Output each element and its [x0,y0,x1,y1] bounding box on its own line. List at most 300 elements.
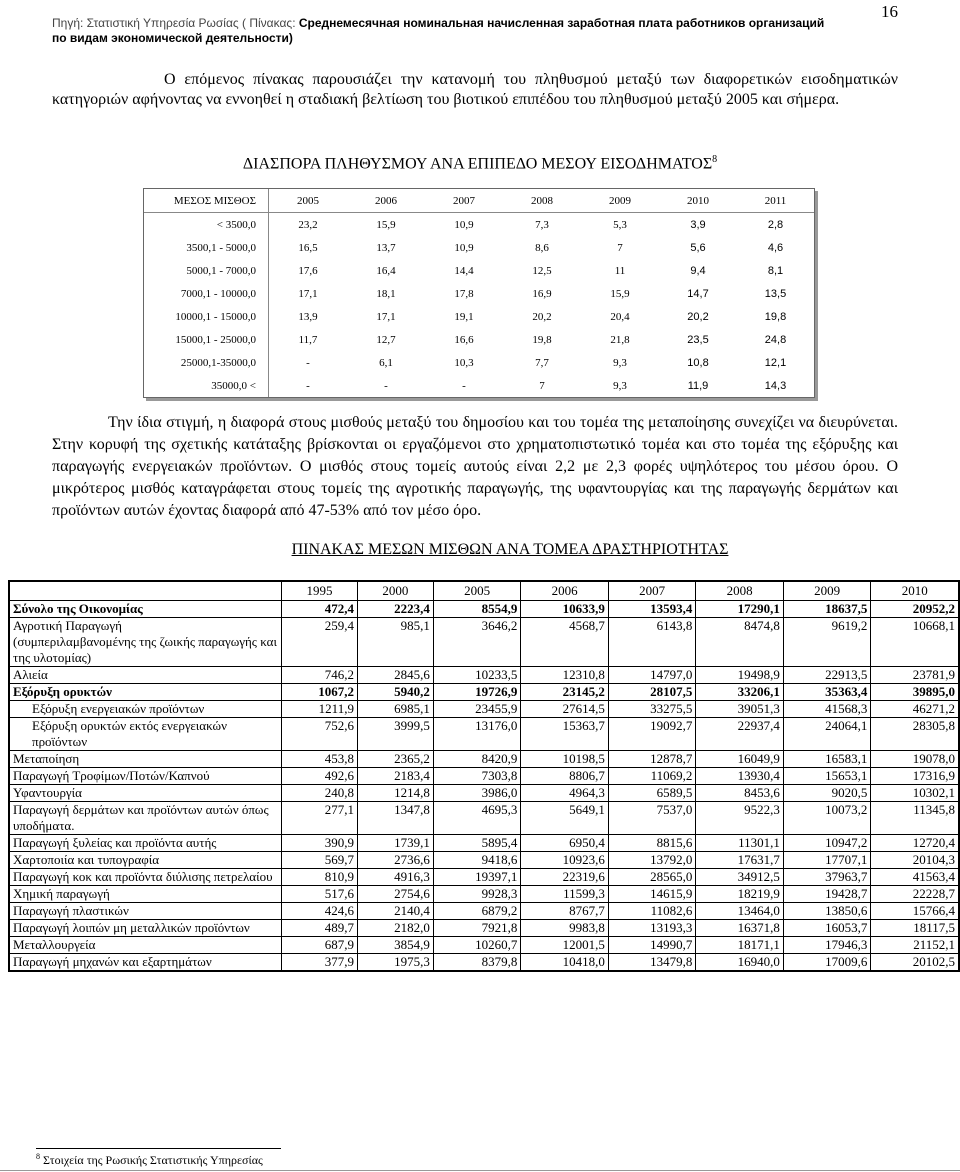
table2-year-header: 2010 [871,582,959,601]
wage-value-text: 1067,2 [318,684,354,699]
wage-value-text: 3854,9 [394,937,430,952]
wage-value-text: 18637,5 [825,601,868,616]
wage-value [282,701,358,718]
wage-value-text: 277,1 [324,802,354,817]
table1-cell: 9,3 [613,356,627,369]
wage-value [521,954,609,971]
wage-value-text: 10260,7 [475,937,518,952]
wage-value [696,802,784,835]
wage-value [696,835,784,852]
wage-value-text: 16053,7 [825,920,868,935]
wage-value-text: 11301,1 [738,835,780,850]
table1-cell: 10,9 [454,241,474,254]
table1-row [144,236,814,259]
wage-value-text: 5940,2 [394,684,430,699]
wage-value-text: 10302,1 [912,785,955,800]
footnote-mark: 8 [36,1152,40,1161]
footnote-text: Στοιχεία της Ρωσικής Στατιστικής Υπηρεσίας [40,1153,263,1167]
wage-value [783,852,871,869]
table1-cell: 23,5 [687,333,709,346]
wage-value [608,920,696,937]
table1-cell: 21,8 [610,333,630,346]
wage-value [608,869,696,886]
table1-row [144,259,814,282]
wage-value [282,852,358,869]
wage-value-text: 453,8 [324,751,354,766]
wage-value-text: 12310,8 [562,667,605,682]
table1-cell: 14,4 [454,264,474,277]
wage-value [433,718,521,751]
table2-row [10,701,959,718]
wage-value [433,618,521,667]
wage-value [521,701,609,718]
source-title-ru: Среднемесячная номинальная начисленная заработная плата работников организаций по видам экономической деятельности) [52,16,825,45]
wage-value-text: 489,7 [324,920,354,935]
wage-value-text: 23455,9 [475,701,518,716]
wage-value-text: 9522,3 [744,802,780,817]
sector-label: Σύνολο της Οικονομίας [13,601,143,616]
wage-value [696,785,784,802]
wage-value-text: 18171,1 [737,937,780,952]
wage-value-text: 35363,4 [825,684,868,699]
wage-value [433,768,521,785]
wage-value-text: 10633,9 [562,601,605,616]
wage-value [282,802,358,835]
wage-value-text: 2182,0 [394,920,430,935]
table2-row [10,869,959,886]
wage-value [783,684,871,701]
sector-label: Παραγωγή Τροφίμων/Ποτών/Καπνού [13,768,210,783]
table2-row [10,718,959,751]
wage-value-text: 8474,8 [744,618,780,633]
sector-name [10,785,282,802]
table2-row [10,802,959,835]
table1-cell: 19,8 [532,333,552,346]
wage-value-text: 19726,9 [475,684,518,699]
wage-value-text: 7537,0 [656,802,693,817]
wage-value [433,835,521,852]
table1-row [144,374,814,397]
wage-value-text: 13792,0 [650,852,693,867]
source-label: Πηγή: Στατιστική Υπηρεσία Ρωσίας ( Πίνακας: [52,16,299,30]
table1-cell: 16,5 [298,241,318,254]
wage-value [783,954,871,971]
table1-cell: 9,3 [613,379,627,392]
wage-value [521,684,609,701]
sector-label: Παραγωγή ξυλείας και προϊόντα αυτής [13,835,217,850]
wage-value [282,667,358,684]
wage-value [282,903,358,920]
wage-value [783,768,871,785]
sector-name [10,768,282,785]
wage-value-text: 6589,5 [656,785,693,800]
wage-value-text: 11069,2 [650,768,693,783]
table2-row [10,768,959,785]
wage-value [282,937,358,954]
wage-value-text: 4916,3 [394,869,430,884]
wage-value [433,954,521,971]
wage-value-text: 3999,5 [394,718,430,733]
wage-value-text: 8806,7 [569,768,605,783]
table1-cell: 16,9 [532,287,552,300]
wage-value-text: 687,9 [324,937,354,952]
table2-row [10,751,959,768]
wage-value-text: 11599,3 [563,886,605,901]
wage-value-text: 13479,8 [650,954,693,969]
wage-value [608,768,696,785]
wage-value [521,886,609,903]
wage-value-text: 1211,9 [318,701,354,716]
wage-value-text: 7303,8 [481,768,518,783]
wage-value-text: 16583,1 [825,751,868,766]
wage-value [696,920,784,937]
income-bracket: 10000,1 - 15000,0 [144,305,269,328]
wage-value [433,903,521,920]
wage-value [608,785,696,802]
wage-value [357,835,433,852]
wage-value-text: 16940,0 [737,954,780,969]
wage-value-text: 33206,1 [737,684,780,699]
wage-value [282,601,358,618]
wage-value [871,667,959,684]
wage-value-text: 4695,3 [481,802,518,817]
table1-header-cell: 2008 [503,189,581,213]
wage-value [783,718,871,751]
wage-value [357,886,433,903]
wage-value-text: 10418,0 [562,954,605,969]
table1-cell: 17,1 [298,287,318,300]
wage-value [357,869,433,886]
wage-value [608,667,696,684]
income-distribution-table [143,188,815,398]
table1-cell: - [306,356,310,369]
wage-value [783,618,871,667]
wage-value-text: 19428,7 [825,886,868,901]
table1-cell: 7,7 [535,356,549,369]
wage-value [357,920,433,937]
wage-value [696,954,784,971]
table1-cell: 18,1 [376,287,396,300]
wage-value [433,701,521,718]
wage-value-text: 390,9 [324,835,354,850]
table2-row [10,785,959,802]
wage-value [521,852,609,869]
wage-value [282,718,358,751]
wage-value-text: 472,4 [324,601,354,616]
wage-value-text: 13930,4 [737,768,780,783]
wage-value [696,768,784,785]
wage-value [783,869,871,886]
wage-value-text: 517,6 [324,886,354,901]
table1-cell: 19,8 [764,310,787,323]
wage-value [696,701,784,718]
sector-name [10,869,282,886]
wage-value-text: 2736,6 [394,852,430,867]
wage-value-text: 2754,6 [394,886,430,901]
wage-value [783,601,871,618]
wage-value [521,785,609,802]
wage-value-text: 12001,5 [562,937,605,952]
table1-cell: 9,4 [690,264,706,277]
wage-value-text: 15363,7 [562,718,605,733]
wage-value-text: 19498,9 [737,667,780,682]
wage-value-text: 22913,5 [825,667,868,682]
wage-value-text: 8379,8 [481,954,518,969]
wage-value [783,903,871,920]
wage-value-text: 6143,8 [656,618,693,633]
table1-header-cell: 2011 [737,189,814,213]
wage-value [357,618,433,667]
wage-value [521,920,609,937]
sector-label: Μεταλλουργεία [13,937,96,952]
sector-label: Αλιεία [13,667,48,682]
sector-name [10,920,282,937]
wage-value [608,751,696,768]
wage-value [696,937,784,954]
wage-value-text: 15653,1 [825,768,868,783]
wages-text: Την ίδια στιγμή, η διαφορά στους μισθούς μεταξύ του δημοσίου και του τομέα της μεταποίησης συνεχίζει να διευρύνεται. Στην κορυφή της σχετικής κατάταξης βρίσκονται οι εργαζόμενοι στο χρηματοπιστωτικό τομέα και στο τομέα της εξόρυξης και παραγωγής ενεργειακών προϊόντων. Ο μισθός στους τομείς αυτούς είναι 2,2 με 2,3 φορές υψηλότερος του μέσου όρου. Ο μικρότερος μισθός καταγράφεται στους τομείς της αγροτικής παραγωγής, της υφαντουργίας και της παραγωγής δερμάτων και προϊόντων αυτών έχοντας διαφορά από 47-53% από τον μέσο όρο. [52,414,898,519]
wage-value-text: 28107,5 [650,684,693,699]
wage-value-text: 13176,0 [475,718,518,733]
wage-value [871,802,959,835]
wage-value-text: 6950,4 [569,835,605,850]
wage-value-text: 9619,2 [831,618,868,633]
table2-row [10,852,959,869]
wage-value [357,785,433,802]
wage-value-text: 9418,6 [481,852,518,867]
wage-value-text: 2845,6 [394,667,430,682]
table2-year-header: 2000 [357,582,433,601]
wage-value-text: 10233,5 [475,667,518,682]
wage-value-text: 22228,7 [912,886,955,901]
wage-value-text: 10923,6 [562,852,605,867]
sector-label: Παραγωγή πλαστικών [13,903,129,918]
wage-value [282,954,358,971]
table1-cell: 4,6 [767,241,784,254]
table2-year-header: 2005 [433,582,521,601]
table1-cell: 7 [539,379,545,392]
wage-value-text: 19078,0 [912,751,955,766]
sector-label: Παραγωγή κοκ και προϊόντα διύλισης πετρελαίου [13,869,273,884]
sector-label: Χαρτοποιία και τυπογραφία [13,852,160,867]
table2-year-header: 2008 [696,582,784,601]
wage-value-text: 3986,0 [481,785,518,800]
sector-name [10,937,282,954]
wage-value-text: 1214,8 [394,785,430,800]
wage-value [783,751,871,768]
wage-value [433,601,521,618]
sector-name [10,852,282,869]
wage-value-text: 17631,7 [737,852,780,867]
table1-cell: - [462,379,466,392]
sector-label: Αγροτική Παραγωγή [13,618,122,633]
table1-cell: 24,8 [764,333,787,346]
table1-row [144,328,814,351]
sector-name [10,903,282,920]
table1-cell: 17,1 [376,310,396,323]
wage-value [357,768,433,785]
table1-cell: 10,8 [687,356,709,369]
intro-text: Ο επόμενος πίνακας παρουσιάζει την κατανομή του πληθυσμού μεταξύ των διαφορετικών εισοδηματικών κατηγοριών αφήνοντας να εννοηθεί η σταδιακή βελτίωση του βιοτικού επιπέδου του πληθυσμού μεταξύ 2005 και σήμερα. [52,71,898,108]
table1-cell: 2,8 [767,218,784,231]
table2-row [10,937,959,954]
sector-sublabel: (συμπεριλαμβανομένης της ζωικής παραγωγής και της υλοτομίας) [13,634,277,665]
table2-row [10,601,959,618]
wage-value [521,869,609,886]
table1-header-cell: 2010 [659,189,737,213]
wage-value [521,601,609,618]
table1-cell: 10,9 [454,218,474,231]
table1-cell: 11,9 [687,379,709,392]
wage-value [696,684,784,701]
table2-row [10,835,959,852]
table1-row [144,282,814,305]
wage-value-text: 14797,0 [650,667,693,682]
footnote [36,1152,263,1168]
wage-value [608,618,696,667]
wage-value [433,886,521,903]
wage-value [783,701,871,718]
table1-cell: 11,7 [298,333,318,346]
table1-cell: 11 [614,264,626,277]
wage-value [521,768,609,785]
income-bracket: 7000,1 - 10000,0 [144,282,269,305]
wage-value [871,903,959,920]
table1-cell: 12,7 [376,333,396,346]
wage-value [783,886,871,903]
wage-value [433,667,521,684]
sector-name [10,802,282,835]
table1-cell: 12,1 [764,356,787,369]
wage-value-text: 492,6 [324,768,354,783]
wage-value-text: 17290,1 [737,601,780,616]
wage-value [871,835,959,852]
table1-cell: - [306,379,310,392]
table1-header-cell: 2005 [269,189,347,213]
wage-value-text: 13193,3 [650,920,693,935]
wage-value-text: 37963,7 [825,869,868,884]
table2-year-header: 1995 [282,582,358,601]
wage-value [783,785,871,802]
wage-value [871,701,959,718]
wage-value-text: 5895,4 [481,835,518,850]
table1-cell: 7 [617,241,623,254]
wage-value-text: 2140,4 [394,903,430,918]
wage-value [282,684,358,701]
wage-value [282,751,358,768]
table2-row [10,667,959,684]
wage-value-text: 10947,2 [825,835,868,850]
wage-value [871,684,959,701]
sector-name [10,684,282,701]
sector-name [10,701,282,718]
wage-value-text: 12878,7 [650,751,693,766]
wage-value [521,718,609,751]
wage-value [783,835,871,852]
wage-value [696,852,784,869]
wage-value [871,751,959,768]
table1-cell: 5,3 [613,218,627,231]
wage-value-text: 6879,2 [481,903,518,918]
table1-cell: 10,3 [454,356,474,369]
wage-value [608,601,696,618]
wage-value [282,869,358,886]
wage-value [871,785,959,802]
income-bracket: 25000,1-35000,0 [144,351,269,374]
table1-cell: 16,6 [454,333,474,346]
income-bracket: 5000,1 - 7000,0 [144,259,269,282]
wage-value [357,954,433,971]
sector-name [10,601,282,618]
wage-value [521,835,609,852]
wage-value-text: 14615,9 [650,886,693,901]
wage-value [433,802,521,835]
wage-value-text: 9020,5 [831,785,868,800]
wage-value [696,869,784,886]
wage-value-text: 20102,5 [912,954,955,969]
wage-value-text: 18219,9 [737,886,780,901]
wage-value-text: 13850,6 [825,903,868,918]
wage-value [608,835,696,852]
wage-value-text: 16049,9 [737,751,780,766]
wage-value [696,667,784,684]
sector-name [10,751,282,768]
wage-value [357,802,433,835]
table1-title [0,154,960,173]
wage-value-text: 17946,3 [825,937,868,952]
wage-value-text: 5649,1 [569,802,605,817]
table1-row [144,305,814,328]
wage-value-text: 11345,8 [913,802,955,817]
sector-name [10,667,282,684]
sector-label: Εξόρυξη ορυκτών [13,684,112,699]
wage-value [696,886,784,903]
wage-value-text: 22937,4 [737,718,780,733]
sector-name [10,954,282,971]
table1-title-text: ΔΙΑΣΠΟΡΑ ΠΛΗΘΥΣΜΟΥ ΑΝΑ ΕΠΙΠΕΔΟ ΜΕΣΟΥ ΕΙΣΟΔΗΜΑΤΟΣ [242,155,713,173]
table1-header-cell: 2009 [581,189,659,213]
wage-value [871,601,959,618]
table1-cell: 13,7 [376,241,396,254]
wage-value [357,937,433,954]
wage-value-text: 2365,2 [394,751,430,766]
wage-value-text: 8453,6 [744,785,780,800]
wage-value-text: 21152,1 [913,937,955,952]
wage-value [608,886,696,903]
table1-header-cell: ΜΕΣΟΣ ΜΙΣΘΟΣ [144,189,269,213]
wage-value-text: 8420,9 [481,751,518,766]
table1-cell: 19,1 [454,310,474,323]
income-bracket: < 3500,0 [144,213,269,236]
wage-value [521,903,609,920]
intro-paragraph [52,70,898,110]
wage-value [783,802,871,835]
table2-row [10,903,959,920]
wage-value-text: 28305,8 [912,718,955,733]
table1-cell: 23,2 [298,218,318,231]
table1-cell: 17,8 [454,287,474,300]
wage-value [608,937,696,954]
table1-cell: 15,9 [610,287,630,300]
wage-value-text: 41568,3 [825,701,868,716]
wage-value-text: 3646,2 [481,618,518,633]
wage-value [871,852,959,869]
wage-value-text: 18117,5 [913,920,955,935]
income-bracket: 35000,0 < [144,374,269,397]
wage-value [608,903,696,920]
table2-title: ΠΙΝΑΚΑΣ ΜΕΣΩΝ ΜΙΣΘΩΝ ΑΝΑ ΤΟΜΕΑ ΔΡΑΣΤΗΡΙΟΤΗΤΑΣ [291,541,729,558]
table1-footnote-ref: 8 [712,154,718,165]
